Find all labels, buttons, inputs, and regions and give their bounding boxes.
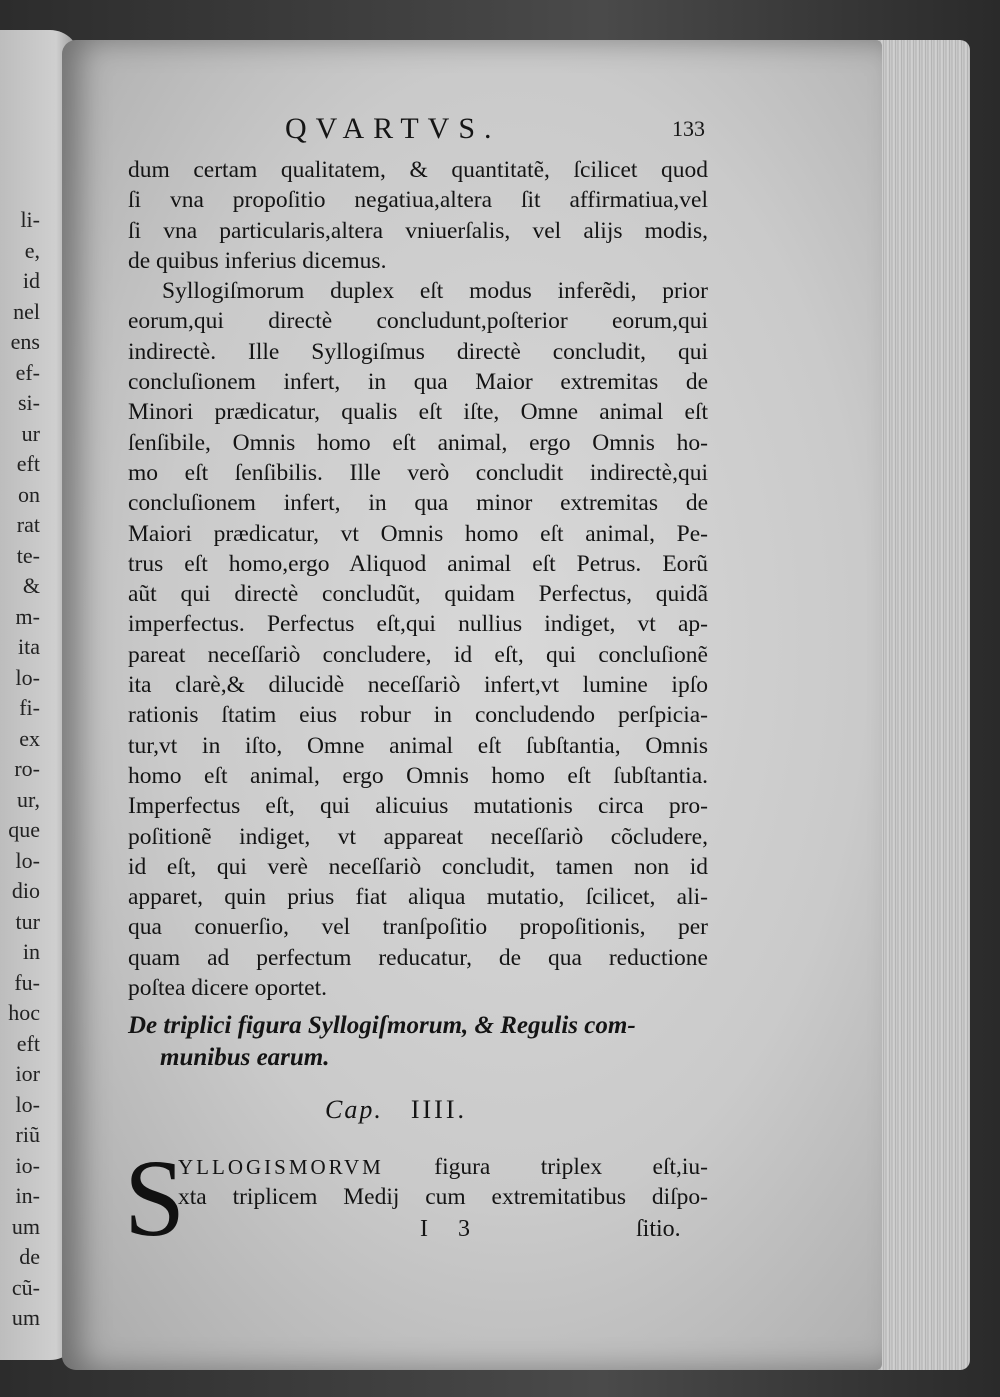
left-margin-fragment: eft <box>16 451 40 476</box>
body-line: dum certam qualitatem, & quantitatẽ, ſcilicet quod <box>128 157 708 183</box>
body-line: Syllogiſmorum duplex eſt modus inferẽdi, prior <box>162 278 708 305</box>
left-margin-fragment: li- <box>20 207 40 232</box>
chapter-label <box>325 1095 467 1125</box>
body-line: aũt qui directè concludũt, quidam Perfectus, quidã <box>128 581 708 608</box>
section-heading-line-2: munibus earum. <box>160 1044 330 1071</box>
left-margin-fragment: cũ- <box>11 1274 40 1300</box>
left-margin-fragment: tur <box>15 908 40 934</box>
left-margin-fragment: riũ <box>15 1122 40 1147</box>
opening-paragraph <box>178 1152 708 1213</box>
catchword: ſitio. <box>636 1216 681 1242</box>
left-margin-fragment: de <box>19 1244 40 1269</box>
decorated-initial: S <box>124 1137 186 1259</box>
body-line: indirectè. Ille Syllogiſmus directè concludit, qui <box>128 338 708 365</box>
opening-line-1-rest: figura triplex eſt,iu- <box>383 1154 708 1180</box>
left-margin-fragment: ita <box>18 634 40 659</box>
left-margin-fragment: lo- <box>15 847 40 873</box>
body-line: mo eſt ſenſibilis. Ille verò concludit indirectè,qui <box>128 459 708 486</box>
body-line: apparet, quin prius fiat aliqua mutatio, ſcilicet, ali- <box>128 884 708 911</box>
left-margin-fragment: lo- <box>15 1091 40 1117</box>
body-line: concluſionem infert, in qua Maior extremitas de <box>128 369 708 396</box>
left-margin-fragment: hoc <box>8 1000 40 1025</box>
left-margin-fragment: & <box>22 573 40 598</box>
body-line: Maiori prædicatur, vt Omnis homo eſt animal, Pe- <box>128 520 708 547</box>
left-margin-fragment: on <box>18 481 40 507</box>
body-line: imperfectus. Perfectus eſt,qui nullius indiget, vt ap- <box>128 611 708 638</box>
left-margin-fragment: dio <box>11 878 40 903</box>
left-margin-fragment: m- <box>15 603 40 629</box>
left-margin-fragment: eft <box>16 1030 40 1056</box>
left-margin-fragment: que <box>8 817 40 842</box>
page-number: 133 <box>672 116 705 141</box>
left-margin-fragment: ex <box>19 725 40 751</box>
body-line: quam ad perfectum reducatur, de qua reductione <box>128 944 708 971</box>
left-margin-fragment: um <box>11 1213 40 1239</box>
body-line: eorum,qui directè concludunt,poſterior eorum,qui <box>128 308 708 335</box>
left-margin-fragment: ens <box>10 329 40 354</box>
signature-mark: I 3 <box>420 1216 482 1242</box>
opening-line-1 <box>178 1152 708 1182</box>
left-page-text-fragments <box>0 205 40 1334</box>
left-margin-fragment: ro- <box>14 756 40 781</box>
left-margin-fragment: fu- <box>14 969 40 995</box>
left-margin-fragment: io- <box>15 1152 40 1178</box>
body-line: ſi vna propoſitio negatiua,altera ſit affirmatiua,vel <box>128 187 708 214</box>
running-head: QVARTVS. <box>285 112 501 145</box>
body-line: poſtea dicere oportet. <box>128 975 328 1002</box>
body-line: ſi vna particularis,altera vniuerſalis, vel alijs modis, <box>128 217 708 244</box>
left-margin-fragment: id <box>22 268 40 293</box>
opening-line-2: xta triplicem Medij cum extremitatibus diſpo- <box>178 1184 708 1211</box>
chapter-word: Cap. <box>325 1095 383 1124</box>
left-margin-fragment: si- <box>18 390 40 415</box>
left-margin-fragment: nel <box>13 298 40 324</box>
body-line: poſitionẽ indiget, vt appareat neceſſariò cõcludere, <box>128 823 708 850</box>
section-heading <box>128 1010 708 1074</box>
left-margin-fragment: e, <box>24 237 40 263</box>
body-line: rationis ſtatim eius robur in concludendo perſpicia- <box>128 702 708 729</box>
left-margin-fragment: rat <box>16 512 40 537</box>
body-line: Imperfectus eſt, qui alicuius mutationis circa pro- <box>128 793 708 820</box>
body-line: homo eſt animal, ergo Omnis homo eſt ſubſtantia. <box>128 762 708 789</box>
body-line: de quibus inferius dicemus. <box>128 247 387 274</box>
body-line: Minori prædicatur, qualis eſt iſte, Omne animal eſt <box>128 399 708 426</box>
body-text <box>128 155 708 1003</box>
left-margin-fragment: in <box>22 939 40 964</box>
body-line: concluſionem infert, in qua minor extremitas de <box>128 490 708 517</box>
body-line: pareat neceſſariò concludere, id eſt, qui concluſionẽ <box>128 641 708 668</box>
left-margin-fragment: fi- <box>19 695 40 720</box>
left-margin-fragment: ef- <box>15 359 40 385</box>
chapter-number: IIII. <box>410 1095 467 1124</box>
left-margin-fragment: ur, <box>17 786 40 812</box>
left-margin-fragment: te- <box>16 542 40 568</box>
section-heading-line-1: De triplici figura Syllogiſmorum, & Regulis com- <box>128 1012 636 1039</box>
left-margin-fragment: ior <box>15 1061 40 1086</box>
left-margin-fragment: in- <box>15 1183 40 1208</box>
opening-small-caps: YLLOGISMORVM <box>178 1155 384 1179</box>
body-line: qua conuerſio, vel tranſpoſitio propoſitionis, per <box>128 914 708 941</box>
body-line: trus eſt homo,ergo Aliquod animal eſt Petrus. Eorũ <box>128 550 708 577</box>
page-header <box>285 112 705 152</box>
body-line: ſenſibile, Omnis homo eſt animal, ergo Omnis ho- <box>128 429 708 456</box>
body-line: ita clarè,& dilucidè neceſſariò infert,vt lumine ipſo <box>128 672 708 699</box>
left-margin-fragment: um <box>11 1305 40 1330</box>
left-margin-fragment: ur <box>21 420 40 446</box>
left-margin-fragment: lo- <box>15 664 40 690</box>
body-line: id eſt, qui verè neceſſariò concludit, tamen non id <box>128 853 708 880</box>
body-line: tur,vt in iſto, Omne animal eſt ſubſtantia, Omnis <box>128 732 708 759</box>
